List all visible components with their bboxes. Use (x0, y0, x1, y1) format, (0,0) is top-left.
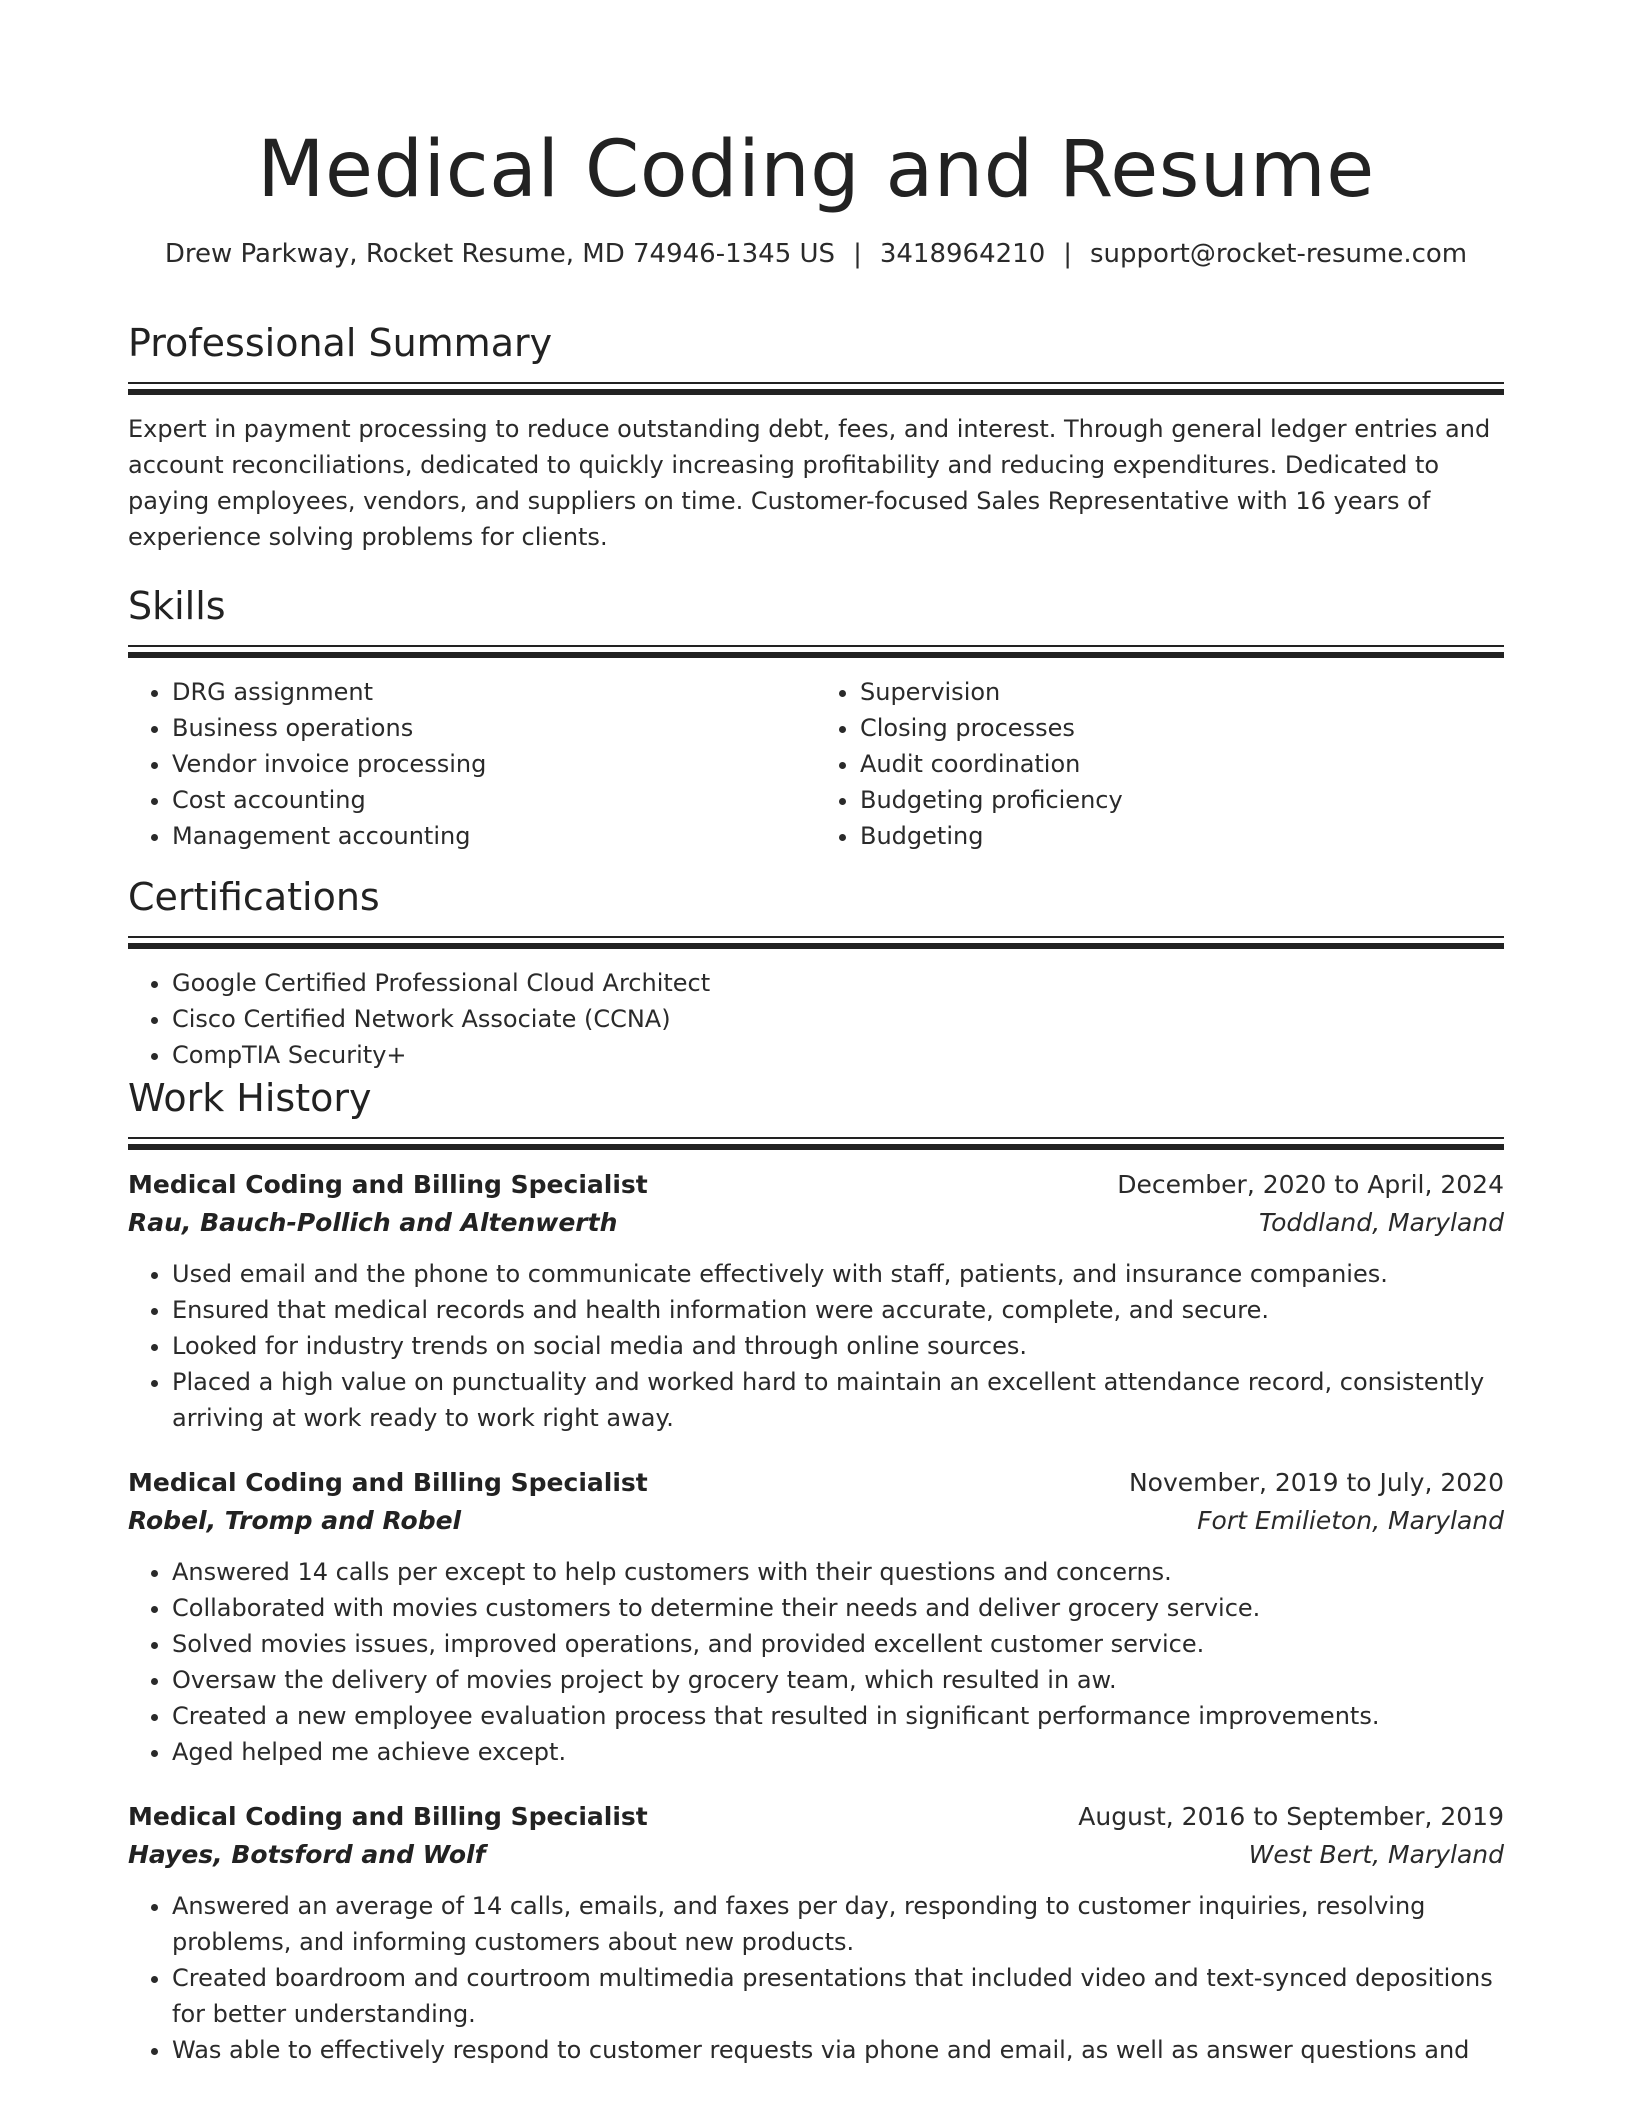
skill-item: • Cost accounting (172, 782, 816, 818)
section-divider-thick (128, 652, 1504, 658)
job-bullet: • Used email and the phone to communicate effectively with staff, patients, and insurance companies. (172, 1256, 1504, 1292)
section-divider-thick (128, 943, 1504, 949)
skill-item: • Closing processes (860, 710, 1504, 746)
skills-heading: Skills (128, 584, 226, 628)
job-bullet: • Ensured that medical records and health information were accurate, complete, and secure. (172, 1292, 1504, 1328)
job-title: Medical Coding and Billing Specialist (128, 1802, 648, 1831)
contact-address: Drew Parkway, Rocket Resume, MD 74946-1345 US (164, 239, 836, 269)
job-bullet: • Solved movies issues, improved operations, and provided excellent customer service. (172, 1626, 1504, 1662)
job-location: West Bert, Maryland (1248, 1840, 1504, 1869)
section-divider-thick (128, 1144, 1504, 1150)
skills-section (128, 581, 1504, 854)
job-title: Medical Coding and Billing Specialist (128, 1468, 648, 1497)
job-company: Rau, Bauch-Pollich and Altenwerth (128, 1208, 618, 1237)
job-company: Hayes, Botsford and Wolf (128, 1840, 486, 1869)
certifications-section (128, 872, 1504, 1073)
job-title-row (128, 1464, 1504, 1502)
job-bullet: • Placed a high value on punctuality and worked hard to maintain an excellent attendance record, consistently arriving at work ready to work right away. (172, 1364, 1504, 1436)
job-bullet: • Aged helped me achieve except. (172, 1734, 1504, 1770)
summary-heading: Professional Summary (128, 321, 553, 365)
certification-item: • CompTIA Security+ (172, 1037, 1504, 1073)
job-entry (128, 1464, 1504, 1770)
skill-item: • Vendor invoice processing (172, 746, 816, 782)
job-entry (128, 1798, 1504, 2068)
job-title: Medical Coding and Billing Specialist (128, 1170, 648, 1199)
resume-title: Medical Coding and Resume (257, 125, 1375, 215)
job-company-row (128, 1836, 1504, 1874)
job-company-row (128, 1502, 1504, 1540)
contact-separator: | (1063, 239, 1073, 269)
skill-item: • Budgeting proficiency (860, 782, 1504, 818)
job-bullets (128, 1256, 1504, 1436)
work-history-section (128, 1073, 1504, 2068)
job-bullet: • Created a new employee evaluation process that resulted in significant performance improvements. (172, 1698, 1504, 1734)
resume-body (128, 318, 1504, 2096)
skill-item: • Business operations (172, 710, 816, 746)
section-divider (128, 936, 1504, 949)
contact-email: support@rocket-resume.com (1090, 239, 1468, 269)
skill-item: • Budgeting (860, 818, 1504, 854)
skills-grid (128, 674, 1504, 854)
job-dates: December, 2020 to April, 2024 (1117, 1170, 1504, 1199)
certifications-heading: Certifications (128, 875, 380, 919)
skills-list-left (128, 674, 816, 854)
job-location: Fort Emilieton, Maryland (1197, 1506, 1504, 1535)
skills-list-right (816, 674, 1504, 854)
job-title-row (128, 1798, 1504, 1836)
job-title-row (128, 1166, 1504, 1204)
skill-item: • DRG assignment (172, 674, 816, 710)
job-dates: August, 2016 to September, 2019 (1078, 1802, 1504, 1831)
section-divider (128, 1137, 1504, 1150)
job-bullet: • Was able to effectively respond to customer requests via phone and email, as well as answer questions and (172, 2032, 1504, 2068)
skill-item: • Supervision (860, 674, 1504, 710)
job-bullet: • Looked for industry trends on social media and through online sources. (172, 1328, 1504, 1364)
summary-section (128, 318, 1504, 555)
certification-item: • Cisco Certified Network Associate (CCNA) (172, 1001, 1504, 1037)
section-divider (128, 382, 1504, 395)
contact-separator: | (853, 239, 862, 269)
job-bullet: • Collaborated with movies customers to determine their needs and deliver grocery service. (172, 1590, 1504, 1626)
job-entry (128, 1166, 1504, 1436)
job-bullet: • Answered an average of 14 calls, emails, and faxes per day, responding to customer inquiries, resolving problems, and informing customers about new products. (172, 1888, 1504, 1960)
contact-line (0, 236, 1632, 272)
job-dates: November, 2019 to July, 2020 (1128, 1468, 1504, 1497)
skill-item: • Management accounting (172, 818, 816, 854)
job-company-row (128, 1204, 1504, 1242)
job-location: Toddland, Maryland (1258, 1208, 1504, 1237)
work-history-heading: Work History (128, 1076, 372, 1120)
job-bullets (128, 1554, 1504, 1770)
skill-item: • Audit coordination (860, 746, 1504, 782)
job-bullet: • Answered 14 calls per except to help customers with their questions and concerns. (172, 1554, 1504, 1590)
contact-phone: 3418964210 (879, 239, 1046, 269)
certifications-list (128, 965, 1504, 1073)
job-bullet: • Created boardroom and courtroom multimedia presentations that included video and text-synced depositions for better understanding. (172, 1960, 1504, 2032)
summary-text: Expert in payment processing to reduce outstanding debt, fees, and interest. Through general ledger entries and account reconciliations, dedicated to quickly increasing profitability and reducing expenditures. Dedicated to paying employees, vendors, and suppliers on time. Customer-focused Sales Representative with 16 years of experience solving problems for clients. (128, 415, 1491, 551)
section-divider-thick (128, 389, 1504, 395)
section-divider (128, 645, 1504, 658)
job-bullets (128, 1888, 1504, 2068)
certification-item: • Google Certified Professional Cloud Architect (172, 965, 1504, 1001)
job-company: Robel, Tromp and Robel (128, 1506, 462, 1535)
job-bullet: • Oversaw the delivery of movies project by grocery team, which resulted in aw. (172, 1662, 1504, 1698)
